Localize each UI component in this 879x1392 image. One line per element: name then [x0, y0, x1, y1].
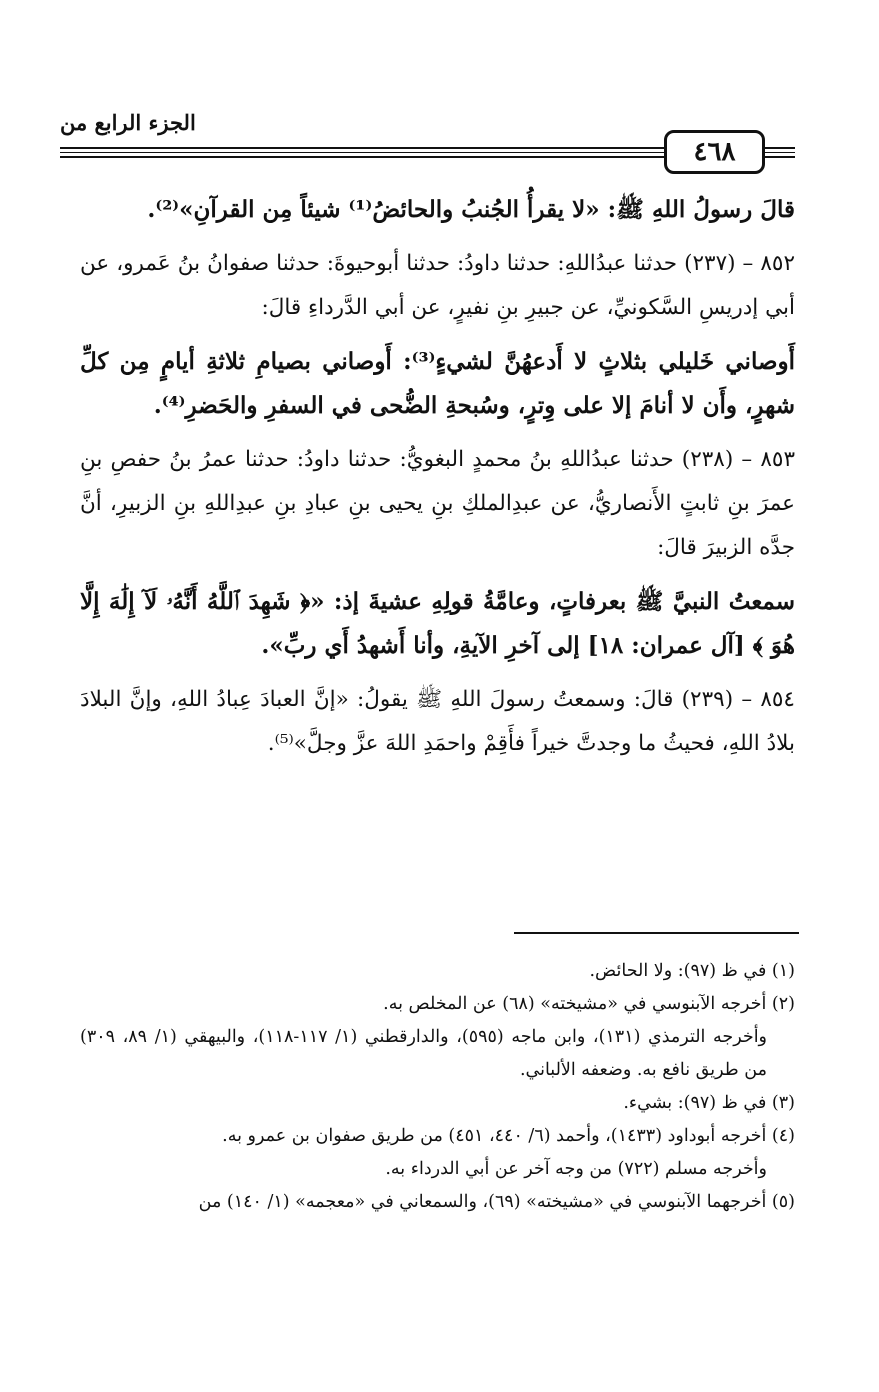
page-number: ٤٦٨	[664, 130, 765, 174]
page-header	[60, 112, 795, 172]
footnote-separator	[514, 932, 799, 934]
footnote-continuation: وأخرجه مسلم (٧٢٢) من وجه آخر عن أبي الدرداء به.	[385, 1159, 767, 1179]
hadith-text: أَوصاني خَليلي بثلاثٍ لا أَدعهُنَّ لشيءٍ⁽³⁾: أَوصاني بصيامِ ثلاثةِ أيامٍ مِن كلِّ شهرٍ، وأَن لا أنامَ إلا على وِترٍ، وسُبحةِ الضُّحى في السفرِ والحَضرِ⁽⁴⁾.	[80, 348, 795, 419]
footnote: (٥) أخرجهما الآبنوسي في «مشيخته» (٦٩)، والسمعاني في «معجمه» (١/ ١٤٠) من	[198, 1192, 795, 1212]
hadith-paragraph: ٨٥٤ – (٢٣٩) قالَ: وسمعتُ رسولَ اللهِ ﷺ يقولُ: «إنَّ العبادَ عِبادُ اللهِ، وإنَّ البلادَ بلادُ اللهِ، فحيثُ ما وجدتَّ خيراً فأَقِمْ واحمَدِ اللهَ عزَّ وجلَّ»⁽⁵⁾.	[80, 687, 795, 756]
footnote: (١) في ظ (٩٧): ولا الحائض.	[589, 961, 795, 981]
hadith-text: سمعتُ النبيَّ ﷺ بعرفاتٍ، وعامَّةُ قولِهِ عشيةَ إذ: «﴿ شَهِدَ ٱللَّهُ أَنَّهُۥ لَآ إِلَٰهَ إِلَّا هُوَ ﴾ [آل عمران: ١٨] إلى آخرِ الآيةِ، وأنا أَشهدُ أَي ربِّ».	[80, 588, 795, 659]
main-text	[80, 188, 795, 766]
hadith-text: قالَ رسولُ اللهِ ﷺ: «لا يقرأُ الجُنبُ والحائضُ⁽¹⁾ شيئاً مِن القرآنِ»⁽²⁾.	[147, 196, 795, 223]
footnote: (٣) في ظ (٩٧): بشيء.	[623, 1093, 795, 1113]
footnotes	[80, 955, 795, 1219]
footnote: (٢) أخرجه الآبنوسي في «مشيخته» (٦٨) عن المخلص به.	[383, 994, 795, 1014]
isnad-paragraph: ٨٥٣ – (٢٣٨) حدثنا عبدُاللهِ بنُ محمدٍ البغويُّ: حدثنا داودُ: حدثنا عمرُ بنُ حفصِ بنِ عمرَ بنِ ثابتٍ الأَنصاريُّ، عن عبدِالملكِ بنِ يحيى بنِ عبادِ بنِ عبدِاللهِ بنِ الزبيرِ، أنَّ جدَّه الزبيرَ قالَ:	[80, 447, 795, 560]
footnote-continuation: وأخرجه الترمذي (١٣١)، وابن ماجه (٥٩٥)، والدارقطني (١/ ١١٧-١١٨)، والبيهقي (١/ ٨٩، ٣٠٩) من طريق نافع به. وضعفه الألباني.	[80, 1027, 768, 1080]
footnote: (٤) أخرجه أبوداود (١٤٣٣)، وأحمد (٦/ ٤٤٠، ٤٥١) من طريق صفوان بن عمرو به.	[222, 1126, 795, 1146]
isnad-paragraph: ٨٥٢ – (٢٣٧) حدثنا عبدُاللهِ: حدثنا داودُ: حدثنا أبوحيوةَ: حدثنا صفوانُ بنُ عَمرو، عن أبي إدريسِ السَّكونيِّ، عن جبيرِ بنِ نفيرٍ، عن أبي الدَّرداءِ قالَ:	[80, 251, 796, 320]
running-title: الجزء الرابع من	[60, 110, 196, 135]
